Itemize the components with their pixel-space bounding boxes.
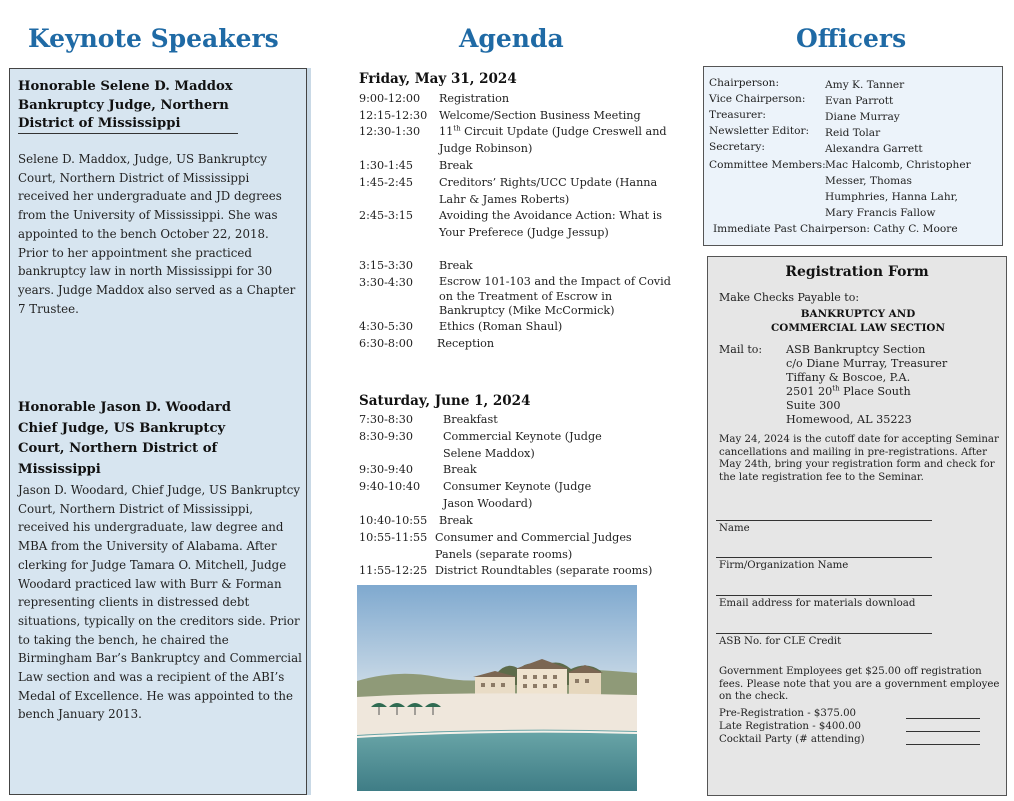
agenda-heading: Agenda [459, 24, 564, 53]
keynote-panel [9, 68, 307, 795]
agenda-item: 3:15-3:30 Break [359, 259, 473, 272]
agenda-item: 12:15-12:30 Welcome/Section Business Meeting [359, 109, 641, 122]
agenda-item: 10:55-11:55 Consumer and Commercial Judges Panels (separate rooms) [359, 531, 632, 561]
agenda-item: 1:45-2:45 Creditors’ Rights/UCC Update (Hanna Lahr & James Roberts) [359, 176, 658, 206]
email-field-line[interactable] [716, 595, 932, 596]
pre-registration-entry-line[interactable] [906, 718, 980, 719]
agenda-item: 9:30-9:40 Break [359, 463, 477, 476]
agenda-item: 1:30-1:45 Break [359, 159, 473, 172]
firm-field-label: Firm/Organization Name [719, 560, 849, 571]
agenda-item: 8:30-9:30 Commercial Keynote (Judge Selene Maddox) [359, 430, 602, 460]
agenda-item: 12:30-1:30 11th Circuit Update (Judge Creswell and Judge Robinson) [359, 124, 667, 155]
committee-members: Mac Halcomb, Christopher Messer, Thomas Humphries, Hanna Lahr, Mary Francis Fallow [825, 159, 971, 219]
cocktail-party-entry-line[interactable] [906, 744, 980, 745]
asb-number-field-label: ASB No. for CLE Credit [719, 636, 842, 647]
agenda-item: 3:30-4:30 Escrow 101-103 and the Impact of Covid on the Treatment of Escrow in Bankruptcy (Mike McCormick) [359, 275, 671, 317]
speaker-1-name: Honorable Selene D. Maddox Bankruptcy Judge, Northern District of Mississippi [18, 79, 233, 131]
hotel-beach-illustration [357, 585, 637, 791]
hotel-beach-photo [357, 585, 637, 791]
agenda-item: 2:45-3:15 Avoiding the Avoidance Action: What is Your Preferece (Judge Jessup) [359, 209, 662, 239]
speaker-2-name: Honorable Jason D. Woodard Chief Judge, US Bankruptcy Court, Northern District of Mississippi [18, 400, 231, 477]
agenda-item: 4:30-5:30 Ethics (Roman Shaul) [359, 320, 563, 333]
cutoff-note: May 24, 2024 is the cutoff date for accepting Seminar cancellations and mailing in pre-registrations. After May 24th, bring your registration form and check for the late registration fee to the Seminar. [719, 434, 999, 483]
email-field-label: Email address for materials download [719, 598, 916, 609]
speaker-1-bio: Selene D. Maddox, Judge, US Bankruptcy Court, Northern District of Mississippi received her undergraduate and JD degrees from the University of Mississippi. She was appointed to the bench October 22, 2018. Prior to her appointment she practiced bankruptcy law in north Mississippi for 30 years. Judge Maddox also served as a Chapter 7 Trustee. [18, 152, 296, 316]
speaker-2-bio: Jason D. Woodard, Chief Judge, US Bankruptcy Court, Northern District of Mississippi, received his undergraduate, law degree and MBA from the University of Alabama. After clerking for Judge Tamara O. Mitchell, Judge Woodard practiced law with Burr & Forman representing clients in distressed debt situations, typically on the creditors side. Prior to taking the bench, he chaired the Birmingham Bar’s Bankruptcy and Commercial Law section and was a recipient of the ABI’s Medal of Excellence. He was appointed to the bench January 2013. [18, 483, 302, 722]
registration-form: Registration Form Make Checks Payable to: BANKRUPTCY AND COMMERCIAL LAW SECTION Mail to: ASB Bankruptcy Section c/o Diane Murray, Treasurer Tiffany & Boscoe, P.A. 2501 20th Place South Suite 300 Homewood, AL 35223 May 24, 2024 is the cutoff date for accepting Seminar cancellations and mailing in pre-registrations. After May 24th, bring your registration form and check for the late registration fee to the Seminar. Name Firm/Organization Name Email address for materials download ASB No. for CLE Credit Government Employees get $25.00 off registration fees. Please note that you are a government employee on the check. Pre-Registration - $375.00 Late Registration - $400.00 Cocktail Party (# attending) [707, 256, 1007, 796]
firm-field-line[interactable] [716, 557, 932, 558]
keynote-heading: Keynote Speakers [28, 24, 279, 53]
agenda-day-2-title: Saturday, June 1, 2024 [359, 393, 531, 409]
officers-panel: Chairperson: Amy K. Tanner Vice Chairperson: Evan Parrott Treasurer: Diane Murray Newsletter Editor: Reid Tolar Secretary: Alexandra Garrett Committee Members: Mac Halcomb, Christopher Messer, Thomas Humphries, Hanna Lahr, Mary Francis Fallow Immediate Past Chairperson: Cathy C. Moore [703, 66, 1003, 246]
past-chairperson: Immediate Past Chairperson: Cathy C. Moore [713, 223, 958, 235]
name-field-label: Name [719, 523, 750, 534]
government-note: Government Employees get $25.00 off registration fees. Please note that you are a government employee on the check. [719, 666, 1000, 703]
agenda-item: 6:30-8:00 Reception [359, 337, 495, 350]
agenda-item: 9:00-12:00 Registration [359, 92, 510, 105]
asb-number-field-line[interactable] [716, 633, 932, 634]
name-field-line[interactable] [716, 520, 932, 521]
agenda-item: 11:55-12:25 District Roundtables (separate rooms) [359, 564, 653, 577]
speaker-1-divider [18, 133, 238, 134]
agenda-day-1-title: Friday, May 31, 2024 [359, 71, 517, 87]
late-registration-entry-line[interactable] [906, 731, 980, 732]
fee-list: Pre-Registration - $375.00 Late Registration - $400.00 Cocktail Party (# attending) [719, 708, 865, 745]
registration-title: Registration Form [785, 264, 929, 280]
agenda-item: 7:30-8:30 Breakfast [359, 413, 498, 426]
payee-section: BANKRUPTCY AND COMMERCIAL LAW SECTION [771, 308, 945, 334]
agenda-item: 9:40-10:40 Consumer Keynote (Judge Jason Woodard) [359, 480, 592, 510]
mailing-address: ASB Bankruptcy Section c/o Diane Murray, Treasurer Tiffany & Boscoe, P.A. 2501 20th Place South Suite 300 Homewood, AL 35223 [786, 343, 948, 426]
agenda-item: 10:40-10:55 Break [359, 514, 473, 527]
officers-heading: Officers [796, 24, 907, 53]
